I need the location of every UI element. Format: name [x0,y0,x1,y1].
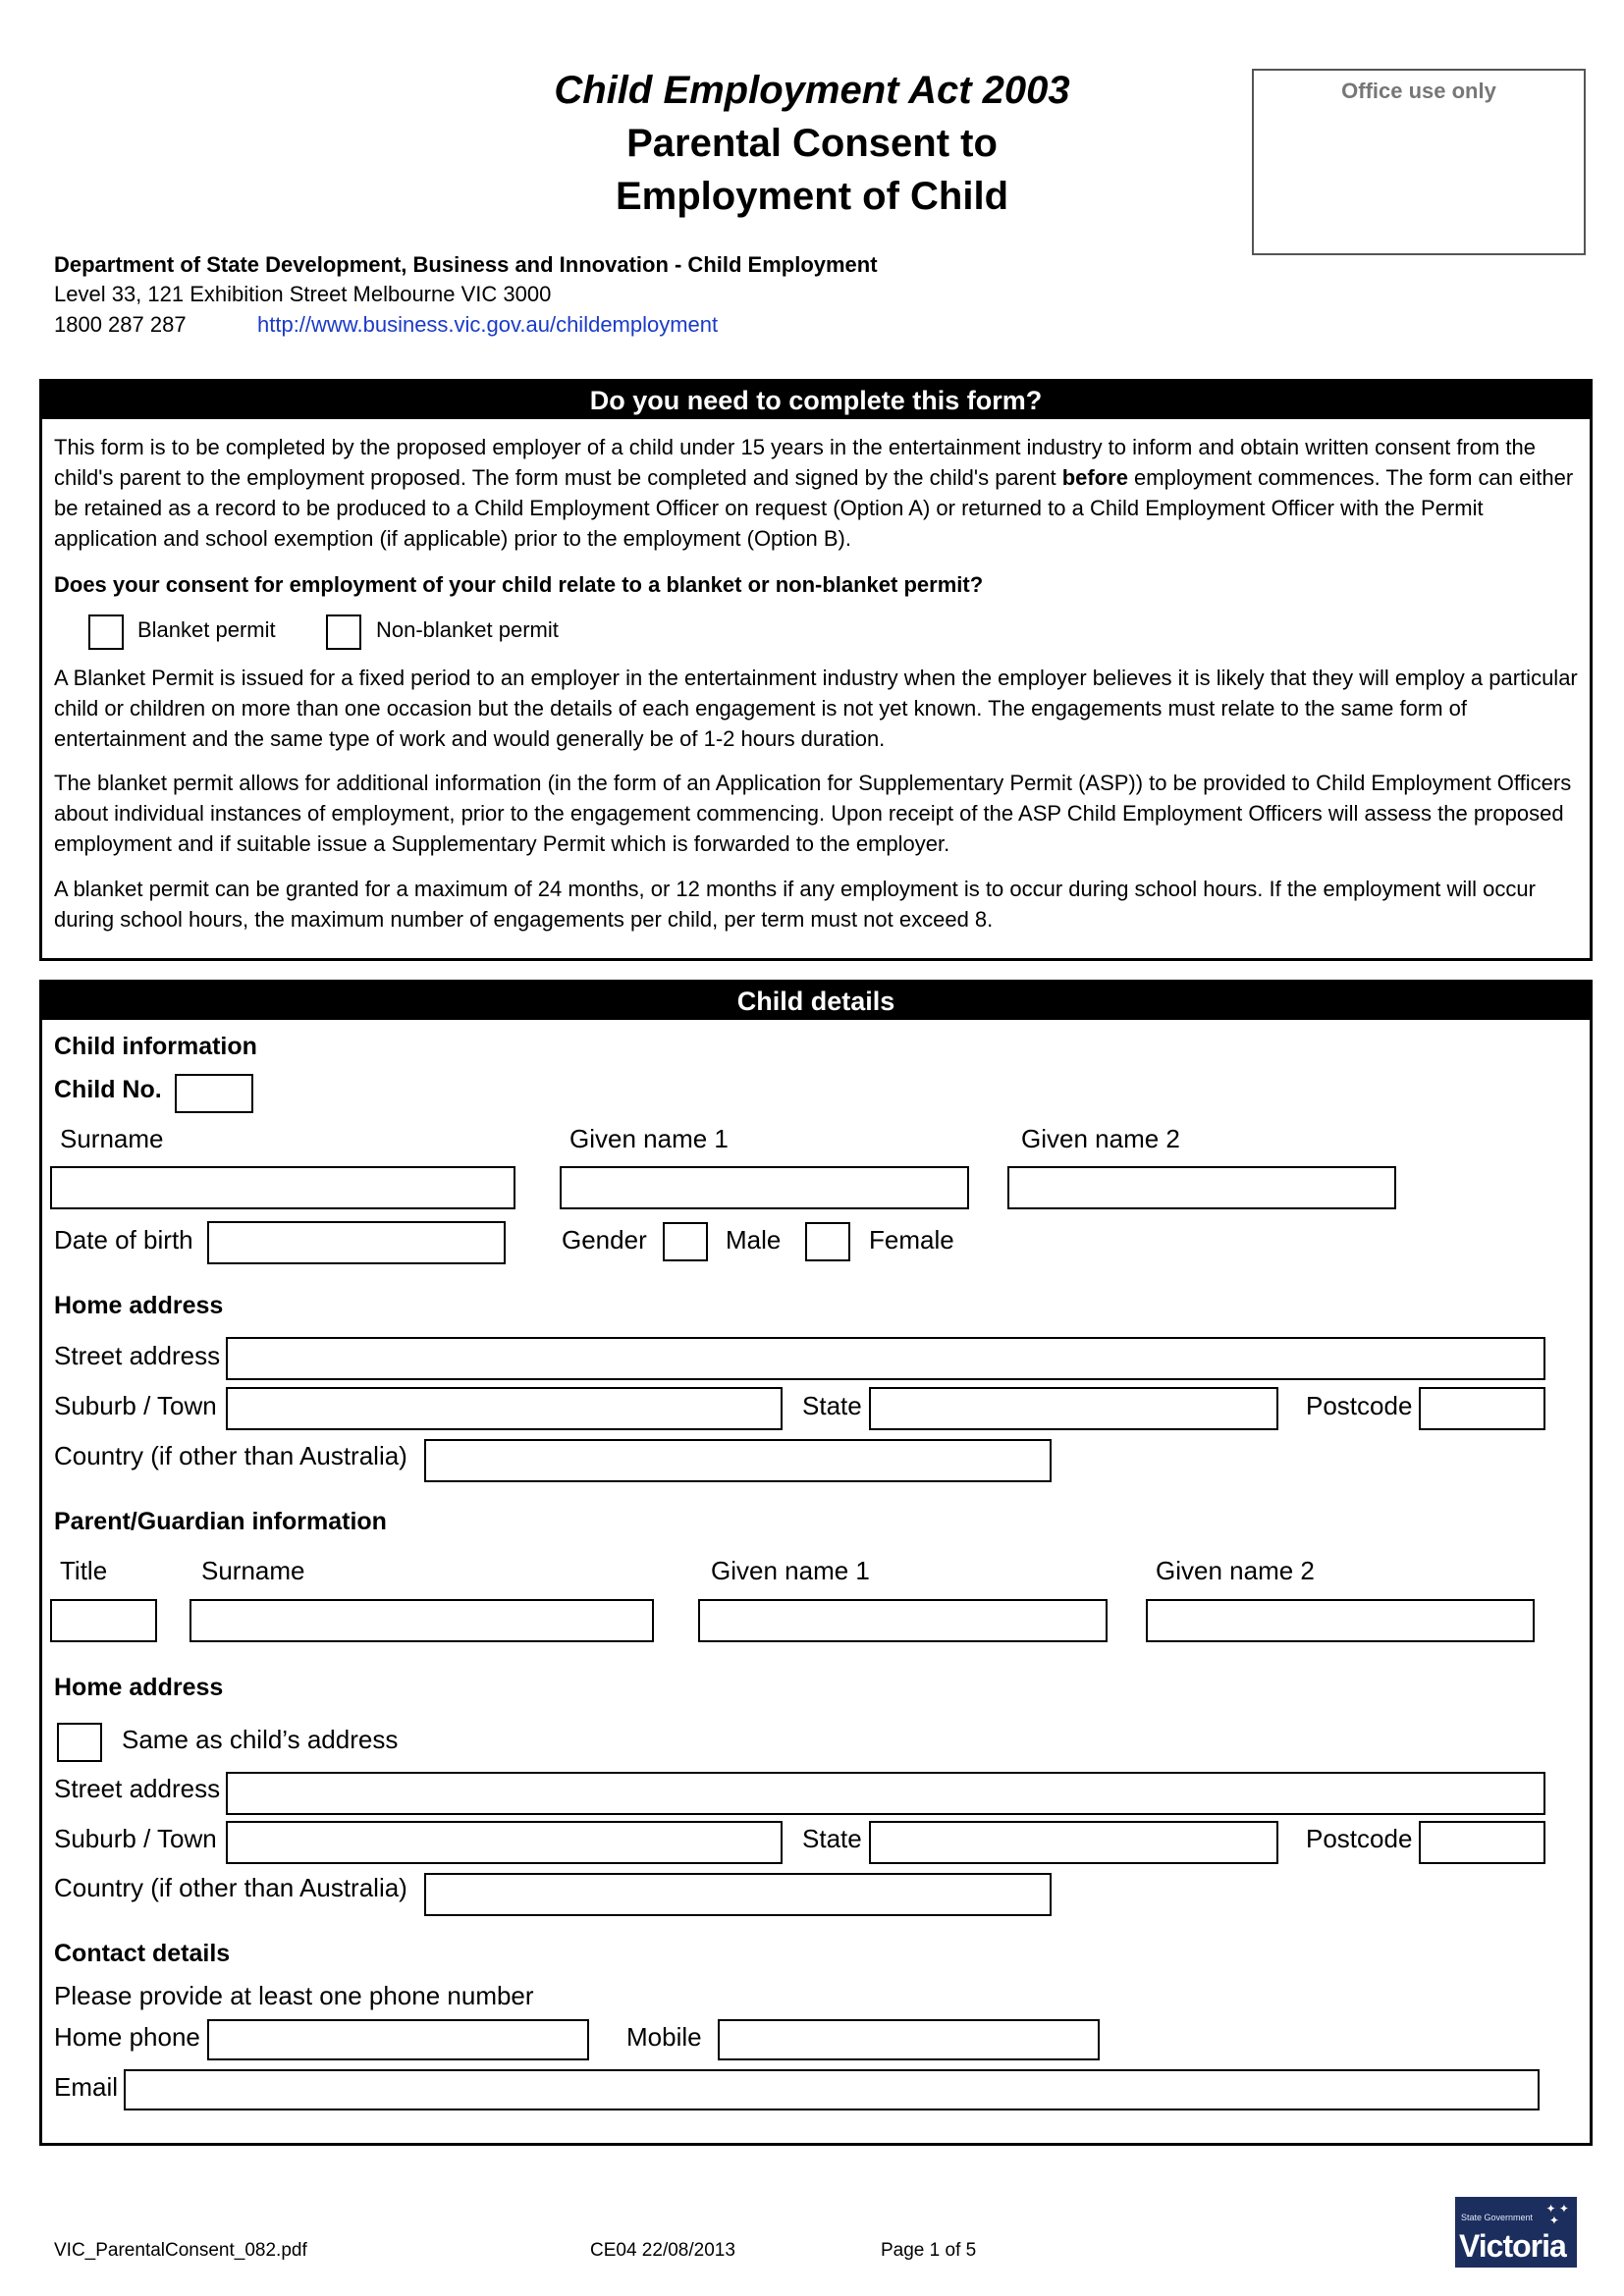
victoria-logo [1455,2197,1577,2268]
southern-cross-icon: ✦ ✦ ✦ [1545,2202,1569,2227]
footer-page-number: Page 1 of 5 [881,2240,977,2261]
parent-suburb-label: Suburb / Town [54,1824,217,1853]
parent-given1-label: Given name 1 [711,1556,870,1585]
intro-paragraph-2: A Blanket Permit is issued for a fixed period to an employer in the entertainment industry when the employer believes it is likely that they will employ a particular child or children on more than one occasion but the details of each engagement is not yet known. The engagements must relate to the same form of entertainment and the same type of work and would generally be of 1-2 hours duration. [54,666,1578,751]
child-street-input[interactable] [226,1337,1545,1380]
parent-surname-label: Surname [201,1556,305,1585]
mobile-input[interactable] [718,2019,1100,2060]
non-blanket-permit-checkbox[interactable] [326,614,361,650]
child-street-label: Street address [54,1341,221,1370]
permit-question: Does your consent for employment of your child relate to a blanket or non-blanket permit? [54,572,984,597]
child-country-label: Country (if other than Australia) [54,1441,407,1470]
form-title-line2: Employment of Child [616,175,1008,218]
child-given1-label: Given name 1 [569,1124,729,1153]
child-country-input[interactable] [424,1439,1052,1482]
child-state-label: State [802,1391,862,1420]
footer-form-code: CE04 22/08/2013 [590,2240,735,2261]
office-use-label: Office use only [1341,79,1496,103]
child-info-heading: Child information [54,1033,257,1060]
email-input[interactable] [124,2069,1540,2110]
parent-given2-input[interactable] [1146,1599,1535,1642]
parent-title-input[interactable] [50,1599,157,1642]
child-given2-label: Given name 2 [1021,1124,1180,1153]
child-state-input[interactable] [869,1387,1278,1430]
child-surname-input[interactable] [50,1166,515,1209]
parent-home-address-heading: Home address [54,1674,224,1701]
intro-paragraph-1 [54,432,1586,554]
child-surname-label: Surname [60,1124,164,1153]
child-given2-input[interactable] [1007,1166,1396,1209]
mobile-label: Mobile [626,2022,702,2052]
form-title-line1: Parental Consent to [626,122,998,165]
intro-para1-text-a: This form is to be completed by the proposed employer of a child under 15 years in the entertainment industry to inform and obtain written consent from the child's parent to the employment proposed. The form must be completed and signed by the child's parent [54,435,1537,490]
child-details-heading: Child details [42,983,1590,1020]
office-use-box [1252,69,1586,255]
logo-text: Victoria [1459,2228,1566,2264]
department-address: Level 33, 121 Exhibition Street Melbourne VIC 3000 [54,282,552,306]
parent-country-label: Country (if other than Australia) [54,1873,407,1902]
logo-small-text: State Government [1461,2213,1534,2222]
child-dob-input[interactable] [207,1221,506,1264]
contact-details-heading: Contact details [54,1940,231,1967]
home-phone-label: Home phone [54,2022,200,2052]
child-male-checkbox[interactable] [663,1222,708,1261]
parent-country-input[interactable] [424,1873,1052,1916]
parent-street-label: Street address [54,1774,221,1803]
child-no-input[interactable] [175,1074,253,1113]
parent-state-label: State [802,1824,862,1853]
child-postcode-label: Postcode [1306,1391,1413,1420]
intro-para1-text-b: employment commences. The form can either be retained as a record to be produced to a Child Employment Officer on request (Option A) or returned to a Child Employment Officer with the Permit application and school exemption (if applicable) prior to the employment (Option B). [54,465,1574,551]
department-phone: 1800 287 287 [54,312,187,337]
intro-heading: Do you need to complete this form? [42,382,1590,419]
child-dob-label: Date of birth [54,1225,193,1255]
parent-info-heading: Parent/Guardian information [54,1508,387,1535]
intro-paragraph-3: The blanket permit allows for additional information (in the form of an Application for Supplementary Permit (ASP)) to be provided to Child Employment Officers about individual instances of employment, prior to the engagement commencing. Upon receipt of the ASP Child Employment Officers will assess the proposed employment and if suitable issue a Supplementary Permit which is forwarded to the employer. [54,771,1572,856]
parent-given2-label: Given name 2 [1156,1556,1315,1585]
department-name: Department of State Development, Business and Innovation - Child Employment [54,252,878,277]
child-female-label: Female [869,1225,954,1255]
parent-street-input[interactable] [226,1772,1545,1815]
email-label: Email [54,2072,119,2102]
child-given1-input[interactable] [560,1166,969,1209]
contact-note: Please provide at least one phone number [54,1981,534,2010]
parent-suburb-input[interactable] [226,1821,783,1864]
child-suburb-input[interactable] [226,1387,783,1430]
same-as-child-label: Same as child’s address [122,1725,399,1754]
child-gender-label: Gender [562,1225,647,1255]
intro-para1-bold: before [1061,465,1128,490]
blanket-permit-checkbox[interactable] [88,614,124,650]
parent-given1-input[interactable] [698,1599,1108,1642]
child-male-label: Male [726,1225,782,1255]
parent-title-label: Title [60,1556,108,1585]
child-suburb-label: Suburb / Town [54,1391,217,1420]
child-female-checkbox[interactable] [805,1222,850,1261]
parent-surname-input[interactable] [189,1599,654,1642]
child-home-address-heading: Home address [54,1292,224,1319]
department-url-link[interactable]: http://www.business.vic.gov.au/childemployment [257,312,719,337]
footer-filename: VIC_ParentalConsent_082.pdf [54,2240,307,2261]
blanket-permit-label: Blanket permit [137,617,276,642]
intro-paragraph-4: A blanket permit can be granted for a maximum of 24 months, or 12 months if any employment is to occur during school hours. If the employment will occur during school hours, the maximum number of engagements per child, per term must not exceed 8. [54,877,1536,932]
child-postcode-input[interactable] [1419,1387,1545,1430]
act-title: Child Employment Act 2003 [554,69,1070,112]
parent-postcode-input[interactable] [1419,1821,1545,1864]
child-no-label: Child No. [54,1076,162,1103]
parent-postcode-label: Postcode [1306,1824,1413,1853]
parent-state-input[interactable] [869,1821,1278,1864]
home-phone-input[interactable] [207,2019,589,2060]
non-blanket-permit-label: Non-blanket permit [376,617,559,642]
same-as-child-checkbox[interactable] [57,1723,102,1762]
